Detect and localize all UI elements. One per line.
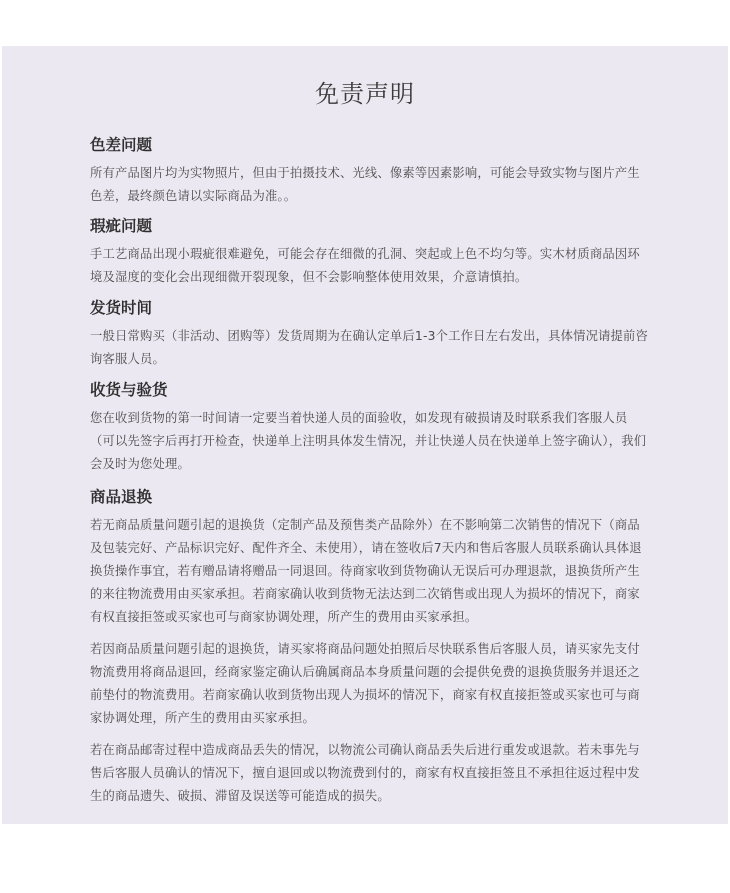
section-heading: 商品退换 bbox=[90, 488, 153, 506]
section-paragraph: 一般日常购买（非活动、团购等）发货周期为在确认定单后1-3个工作日左右发出，具体情况请提前咨询客服人员。 bbox=[90, 329, 649, 366]
section-receiving-inspection bbox=[90, 379, 650, 476]
section-flaws bbox=[90, 215, 650, 289]
section-paragraph: 所有产品图片均为实物照片，但由于拍摄技术、光线、像素等因素影响，可能会导致实物与图片产生色差，最终颜色请以实际商品为准。。 bbox=[90, 166, 640, 203]
section-paragraph: 手工艺商品出现小瑕疵很难避免，可能会存在细微的孔洞、突起或上色不均匀等。实木材质商品因环境及湿度的变化会出现细微开裂现象，但不会影响整体使用效果，介意请慎拍。 bbox=[90, 247, 640, 284]
section-color-difference bbox=[90, 134, 650, 208]
section-heading: 瑕疵问题 bbox=[90, 217, 153, 235]
section-heading: 发货时间 bbox=[90, 299, 153, 317]
section-heading: 色差问题 bbox=[90, 136, 153, 154]
page-title: 免责声明 bbox=[315, 80, 415, 108]
section-paragraph: 若因商品质量问题引起的退换货，请买家将商品问题处拍照后尽快联系售后客服人员，请买家先支付物流费用将商品退回，经商家鉴定确认后确属商品本身质量问题的会提供免费的退换货服务并退还之前垫付的物流费用。若商家确认收到货物出现人为损坏的情况下，商家有权直接拒签或买家也可与商家协调处理，所产生的费用由买家承担。 bbox=[90, 642, 640, 725]
section-returns-exchanges bbox=[90, 486, 650, 808]
section-paragraph: 您在收到货物的第一时间请一定要当着快递人员的面验收，如发现有破损请及时联系我们客服人员（可以先签字后再打开检查，快递单上注明具体发生情况，并让快递人员在快递单上签字确认），我们会及时为您处理。 bbox=[90, 411, 647, 471]
disclaimer-panel bbox=[2, 46, 728, 824]
section-paragraph: 若在商品邮寄过程中造成商品丢失的情况，以物流公司确认商品丢失后进行重发或退款。若未事先与售后客服人员确认的情况下，擅自退回或以物流费到付的，商家有权直接拒签且不承担往返过程中发生的商品遗失、破损、滞留及误送等可能造成的损失。 bbox=[90, 743, 640, 803]
section-paragraph: 若无商品质量问题引起的退换货（定制产品及预售类产品除外）在不影响第二次销售的情况下（商品及包装完好、产品标识完好、配件齐全、未使用），请在签收后7天内和售后客服人员联系确认具体退换货操作事宜，若有赠品请将赠品一同退回。待商家收到货物确认无误后可办理退款，退换货所产生的来往物流费用由买家承担。若商家确认收到货物无法达到二次销售或出现人为损坏的情况下，商家有权直接拒签或买家也可与商家协调处理，所产生的费用由买家承担。 bbox=[90, 518, 642, 624]
section-shipping-time bbox=[90, 297, 650, 371]
section-heading: 收货与验货 bbox=[90, 381, 168, 399]
